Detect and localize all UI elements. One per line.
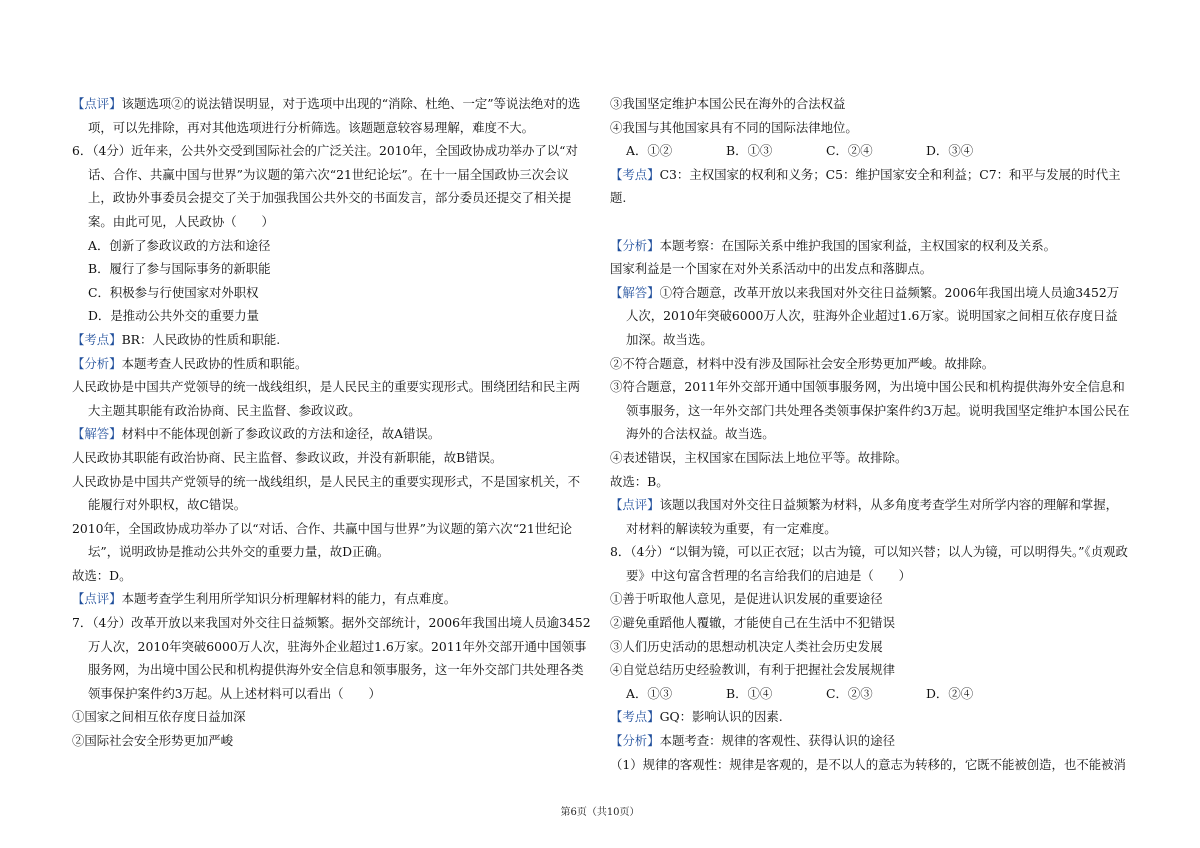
q6-answer-line-d: 2010年，全国政协成功举办了以“对话、合作、共赢中国与世界”为议题的第六次“21世纪论坛”，说明政协是推动公共外交的重要力量，故D正确。: [72, 520, 572, 560]
comment-tag: 【点评】: [610, 497, 660, 513]
q8-item-3: ③人们历史活动的思想动机决定人类社会历史发展: [610, 638, 883, 654]
q7-answer: [610, 281, 1130, 352]
answer-text: 材料中不能体现创新了参政议政的方法和途径，故A错误。: [121, 426, 441, 442]
right-column: [610, 92, 1130, 776]
q8-item-4: ④自觉总结历史经验教训，有利于把握社会发展规律: [610, 662, 895, 678]
answer-tag: 【解答】: [72, 426, 122, 442]
q7-item-2: ②国际社会安全形势更加严峻: [72, 733, 234, 749]
analysis-tag: 【分析】: [610, 237, 660, 253]
intro-comment: [72, 92, 592, 139]
point-text: GQ：影响认识的因素.: [659, 709, 783, 725]
page-footer: 第6页（共10页）: [560, 807, 640, 818]
q7-answer-line-2: ②不符合题意，材料中没有涉及国际社会安全形势更加严峻。故排除。: [610, 355, 995, 371]
comment-tag: 【点评】: [72, 591, 122, 607]
q7-option-d: D．③④: [926, 143, 974, 159]
analysis-text: 本题考察：在国际关系中维护我国的国家利益，主权国家的权利及关系。: [659, 237, 1057, 253]
q6-option-c: C．积极参与行使国家对外职权: [88, 284, 259, 300]
point-text: BR：人民政协的性质和职能.: [121, 331, 281, 347]
comment-text: 该题以我国对外交往日益频繁为材料，从多角度考查学生对所学内容的理解和掌握，对材料的解读较为重要，有一定难度。: [626, 497, 1119, 536]
q6-answer-line-b: 人民政协其职能有政治协商、民主监督、参政议政，并没有新职能，故B错误。: [72, 449, 503, 465]
q7-analysis: [610, 234, 1130, 258]
comment-tag: 【点评】: [72, 96, 122, 111]
q7-option-b: B．①③: [726, 143, 773, 159]
q7-result: 故选：B。: [610, 473, 669, 489]
q8-item-2: ②避免重蹈他人覆辙，才能使自己在生活中不犯错误: [610, 615, 895, 631]
q8-option-d: D．②④: [926, 685, 974, 701]
q8-option-a: A．①③: [626, 685, 673, 701]
q6-option-d: D．是推动公共外交的重要力量: [88, 308, 260, 324]
answer-tag: 【解答】: [610, 284, 660, 300]
point-tag: 【考点】: [610, 166, 660, 182]
left-column: [72, 92, 592, 753]
q6-answer: [72, 422, 592, 446]
q6-option-b: B．履行了参与国际事务的新职能: [88, 261, 271, 277]
analysis-text: 本题考查：规律的客观性、获得认识的途径: [659, 733, 895, 749]
q6-answer-line-c: 人民政协是中国共产党领导的统一战线组织，是人民民主的重要实现形式，不是国家机关，不能履行对外职权，故C错误。: [72, 473, 581, 513]
point-text: C3：主权国家的权利和义务；C5：维护国家安全和利益；C7：和平与发展的时代主题.: [610, 166, 1121, 206]
q7-analysis-body: 国家利益是一个国家在对外关系活动中的出发点和落脚点。: [610, 261, 933, 277]
q8-point: [610, 705, 1130, 729]
point-tag: 【考点】: [610, 709, 660, 725]
q7-point: [610, 163, 1130, 210]
point-tag: 【考点】: [72, 331, 122, 347]
q8-item-1: ①善于听取他人意见，是促进认识发展的重要途径: [610, 591, 883, 607]
q6-point: [72, 328, 592, 352]
q6-option-a: A．创新了参政议政的方法和途径: [88, 237, 271, 253]
analysis-text: 本题考查人民政协的性质和职能。: [121, 355, 308, 371]
q7-stem: 7．（4分）改革开放以来我国对外交往日益频繁。据外交部统计，2006年我国出境人员逾3452万人次，2010年突破6000万人次，驻海外企业超过1.6万家。2011年外交部开通中国领事服务网，为出境中国公民和机构提供海外安全信息和领事服务，这一年外交部门共处理各类领事保护案件约3万起。从上述材料可以看出（ ）: [72, 615, 591, 701]
q6-stem: 6．（4分）近年来，公共外交受到国际社会的广泛关注。2010年，全国政协成功举办了以“对话、合作、共赢中国与世界”为议题的第六次“21世纪论坛”。在十一届全国政协三次会议上，政协外事委员会提交了关于加强我国公共外交的书面发言，部分委员还提交了相关提案。由此可见，人民政协（ ）: [72, 143, 578, 229]
q6-analysis: [72, 352, 592, 376]
q7-options: [610, 139, 1130, 163]
q8-last-line: （1）规律的客观性：规律是客观的，是不以人的意志为转移的，它既不能被创造，也不能被消: [610, 756, 1126, 772]
q8-option-c: C．②③: [826, 685, 873, 701]
q7-comment: [610, 493, 1130, 540]
q8-option-b: B．①④: [726, 685, 773, 701]
blank-line: [610, 210, 1130, 234]
comment-text: 本题考查学生利用所学知识分析理解材料的能力，有点难度。: [121, 591, 457, 607]
q7-answer-line-4: ④表述错误，主权国家在国际法上地位平等。故排除。: [610, 449, 908, 465]
analysis-tag: 【分析】: [72, 355, 122, 371]
q7-answer-line-3: ③符合题意，2011年外交部开通中国领事服务网，为出境中国公民和机构提供海外安全信息和领事服务，这一年外交部门共处理各类领事保护案件约3万起。说明我国坚定维护本国公民在海外的合法权益。故当选。: [610, 379, 1130, 442]
q7-option-a: A．①②: [626, 143, 673, 159]
q7-option-c: C．②④: [826, 143, 873, 159]
analysis-tag: 【分析】: [610, 733, 660, 749]
q6-result: 故选：D。: [72, 567, 132, 583]
q6-analysis-body: 人民政协是中国共产党领导的统一战线组织，是人民民主的重要实现形式。围绕团结和民主两大主题其职能有政治协商、民主监督、参政议政。: [72, 379, 581, 418]
q6-comment: [72, 587, 592, 611]
q8-stem: 8．（4分）“以铜为镜，可以正衣冠；以古为镜，可以知兴替；以人为镜，可以明得失。”《贞观政要》中这句富含哲理的名言给我们的启迪是（ ）: [610, 544, 1128, 583]
comment-text: 该题选项②的说法错误明显，对于选项中出现的“消除、杜绝、一定”等说法绝对的选项，可以先排除，再对其他选项进行分析筛选。该题题意较容易理解，难度不大。: [88, 96, 581, 135]
q8-options: [610, 682, 1130, 706]
answer-text: ①符合题意，改革开放以来我国对外交往日益频繁。2006年我国出境人员逾3452万人次，2010年突破6000万人次，驻海外企业超过1.6万家。说明国家之间相互依存度日益加深。故当选。: [626, 284, 1120, 347]
q7-item-4: ④我国与其他国家具有不同的国际法律地位。: [610, 119, 858, 135]
q8-analysis: [610, 729, 1130, 753]
q7-item-3: ③我国坚定维护本国公民在海外的合法权益: [610, 96, 846, 111]
q7-item-1: ①国家之间相互依存度日益加深: [72, 709, 246, 725]
